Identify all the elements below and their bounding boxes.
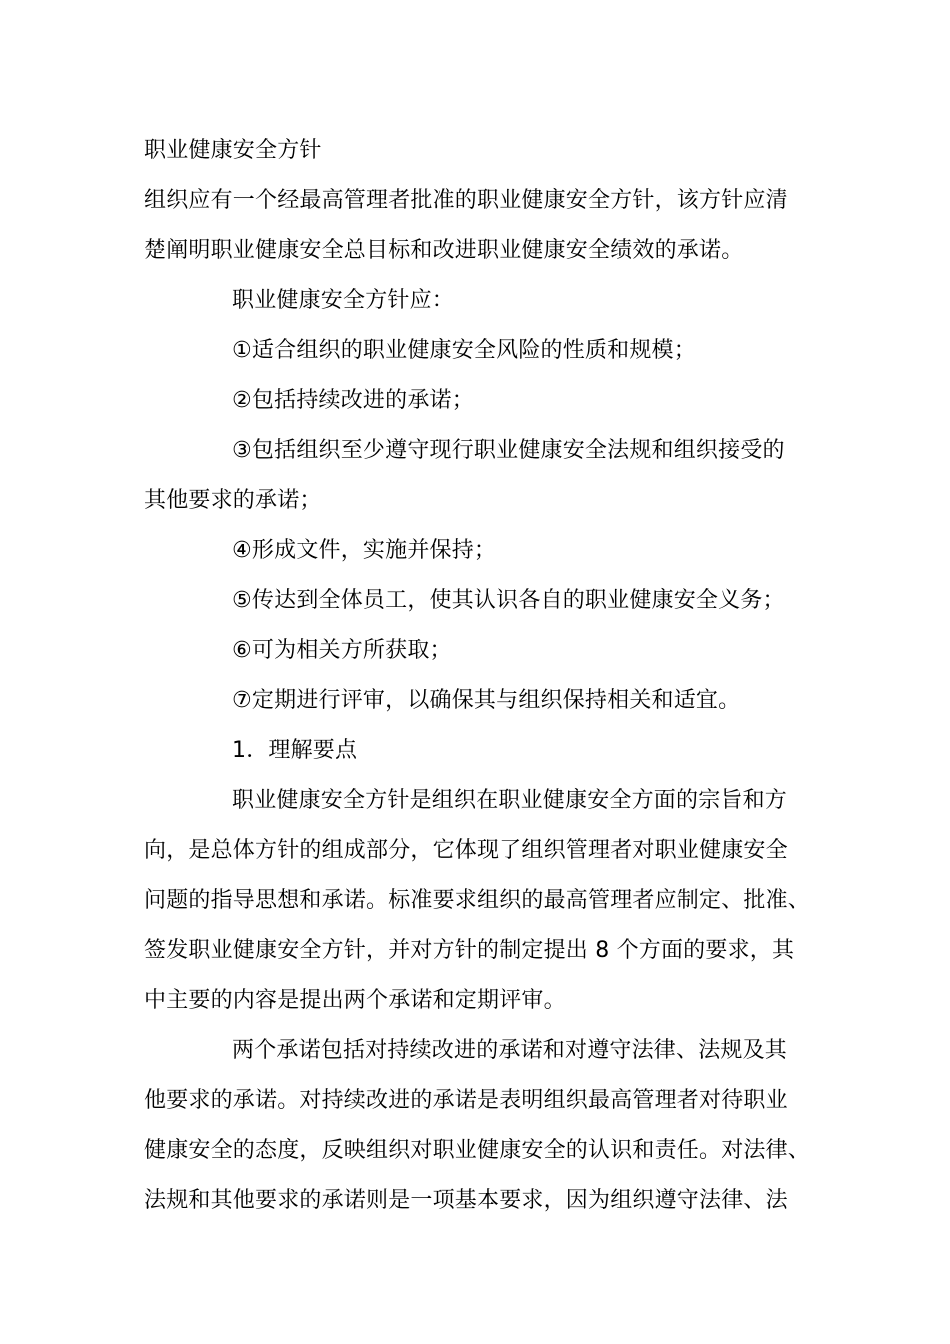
policy-item-6: ⑥可为相关方所获取； — [232, 638, 452, 663]
policy-item-7: ⑦定期进行评审，以确保其与组织保持相关和适宜。 — [232, 688, 741, 713]
paragraph2-line-2: 他要求的承诺。对持续改进的承诺是表明组织最高管理者对待职业 — [144, 1088, 788, 1113]
policy-item-1: ①适合组织的职业健康安全风险的性质和规模； — [232, 338, 696, 363]
section-heading: 1．理解要点 — [232, 738, 358, 763]
paragraph1-line-4: 签发职业健康安全方针，并对方针的制定提出 8 个方面的要求，其 — [144, 938, 795, 963]
policy-item-3: ③包括组织至少遵守现行职业健康安全法规和组织接受的 — [232, 438, 785, 463]
paragraph1-line-1: 职业健康安全方针是组织在职业健康安全方面的宗旨和方 — [232, 788, 788, 813]
paragraph1-line-3: 问题的指导思想和承诺。标准要求组织的最高管理者应制定、批准、 — [144, 888, 811, 913]
paragraph2-line-4: 法规和其他要求的承诺则是一项基本要求，因为组织遵守法律、法 — [144, 1188, 788, 1213]
paragraph1-line-5: 中主要的内容是提出两个承诺和定期评审。 — [144, 988, 566, 1013]
intro-line-2: 楚阐明职业健康安全总目标和改进职业健康安全绩效的承诺。 — [144, 238, 744, 263]
intro-line-1: 组织应有一个经最高管理者批准的职业健康安全方针，该方针应清 — [144, 188, 788, 213]
policy-item-3-continued: 其他要求的承诺； — [144, 488, 322, 513]
policy-item-5: ⑤传达到全体员工，使其认识各自的职业健康安全义务； — [232, 588, 785, 613]
policy-item-2: ②包括持续改进的承诺； — [232, 388, 474, 413]
document-title: 职业健康安全方针 — [144, 138, 322, 163]
paragraph2-line-1: 两个承诺包括对持续改进的承诺和对遵守法律、法规及其 — [232, 1038, 788, 1063]
paragraph1-line-2: 向，是总体方针的组成部分，它体现了组织管理者对职业健康安全 — [144, 838, 788, 863]
policy-lead: 职业健康安全方针应： — [232, 288, 455, 313]
policy-item-4: ④形成文件，实施并保持； — [232, 538, 497, 563]
paragraph2-line-3: 健康安全的态度，反映组织对职业健康安全的认识和责任。对法律、 — [144, 1138, 811, 1163]
